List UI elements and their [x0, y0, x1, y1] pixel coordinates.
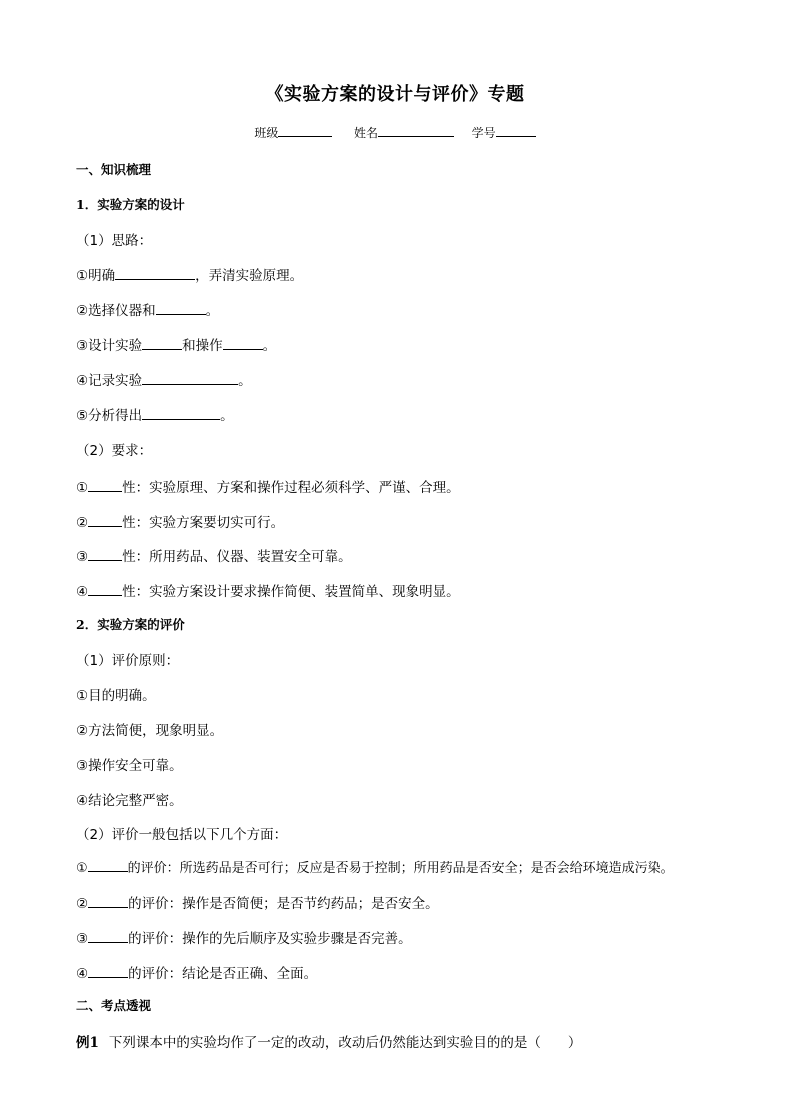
class-blank[interactable] — [278, 124, 332, 137]
answer-blank[interactable] — [142, 337, 182, 350]
design-requirement-item: ① 性：实验原理、方案和操作过程必须科学、严谨、合理。 — [76, 480, 460, 496]
design-approach-item: ①明确 ，弄清实验原理。 — [76, 268, 304, 284]
answer-blank[interactable] — [142, 407, 220, 420]
id-blank[interactable] — [496, 124, 536, 137]
design-approach-item: ③设计实验 和操作 。 — [76, 338, 277, 354]
design-requirement-item: ② 性：实验方案要切实可行。 — [76, 515, 285, 531]
design-requirements-heading: （2）要求： — [76, 443, 153, 459]
answer-blank[interactable] — [88, 859, 128, 872]
section-heading-exam-points: 二、考点透视 — [76, 998, 152, 1013]
evaluation-principle-item: ③操作安全可靠。 — [76, 758, 183, 774]
design-approach-item: ④记录实验 。 — [76, 373, 252, 389]
evaluation-aspect-item: ④ 的评价：结论是否正确、全面。 — [76, 966, 318, 982]
subsection-heading-design: 1．实验方案的设计 — [76, 197, 185, 212]
answer-blank[interactable] — [88, 895, 128, 908]
answer-blank[interactable] — [156, 302, 206, 315]
answer-blank[interactable] — [142, 372, 238, 385]
design-requirement-item: ③ 性：所用药品、仪器、装置安全可靠。 — [76, 549, 352, 565]
answer-blank[interactable] — [223, 337, 263, 350]
evaluation-aspects-heading: （2）评价一般包括以下几个方面： — [76, 827, 288, 843]
evaluation-aspect-item: ② 的评价：操作是否简便；是否节约药品；是否安全。 — [76, 896, 439, 912]
answer-blank[interactable] — [88, 548, 122, 561]
subsection-heading-evaluation: 2．实验方案的评价 — [76, 617, 185, 632]
evaluation-principle-item: ①目的明确。 — [76, 688, 156, 704]
design-requirement-item: ④ 性：实验方案设计要求操作简便、装置简单、现象明显。 — [76, 584, 460, 600]
name-label: 姓名 — [353, 126, 378, 140]
evaluation-principle-item: ④结论完整严密。 — [76, 793, 183, 809]
answer-blank[interactable] — [88, 514, 122, 527]
class-label: 班级 — [254, 126, 279, 140]
evaluation-aspect-item: ① 的评价：所选药品是否可行；反应是否易于控制；所用药品是否安全；是否会给环境造成污染。 — [76, 861, 674, 876]
design-approach-item: ⑤分析得出 。 — [76, 408, 234, 424]
design-approach-heading: （1）思路： — [76, 233, 153, 249]
id-label: 学号 — [471, 126, 496, 140]
section-heading-knowledge: 一、知识梳理 — [76, 162, 152, 177]
design-approach-item: ②选择仪器和 。 — [76, 303, 220, 319]
name-blank[interactable] — [378, 124, 454, 137]
page-title: 《实验方案的设计与评价》专题 — [265, 84, 525, 105]
answer-blank[interactable] — [88, 965, 128, 978]
answer-blank[interactable] — [88, 930, 128, 943]
student-info-line — [0, 124, 790, 141]
example-question — [76, 1031, 581, 1051]
evaluation-principle-item: ②方法简便，现象明显。 — [76, 723, 224, 739]
answer-blank[interactable] — [88, 583, 122, 596]
answer-blank[interactable] — [88, 479, 122, 492]
evaluation-principles-heading: （1）评价原则： — [76, 653, 180, 669]
answer-blank[interactable] — [115, 267, 195, 280]
example-label: 例1 — [76, 1035, 99, 1051]
evaluation-aspect-item: ③ 的评价：操作的先后顺序及实验步骤是否完善。 — [76, 931, 412, 947]
example-text: 下列课本中的实验均作了一定的改动，改动后仍然能达到实验目的的是（ ） — [108, 1035, 582, 1051]
